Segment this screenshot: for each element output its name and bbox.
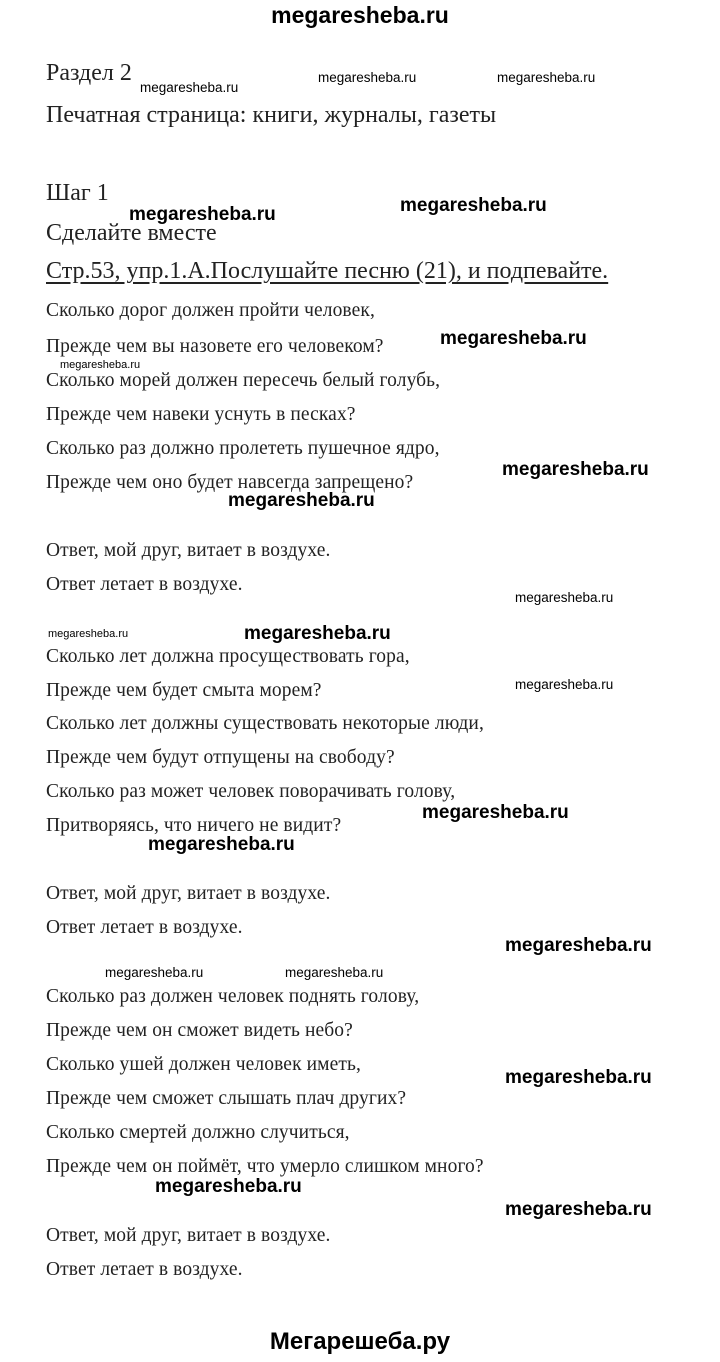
song-line: Сколько дорог должен пройти человек, [46, 300, 375, 321]
watermark: megaresheba.ru [515, 677, 614, 692]
song-line: Притворяясь, что ничего не видит? [46, 815, 342, 836]
watermark: megaresheba.ru [140, 80, 239, 95]
song-line: Сколько морей должен пересечь белый голубь, [46, 370, 441, 391]
song-line: Прежде чем он поймёт, что умерло слишком много? [46, 1156, 484, 1177]
watermark: megaresheba.ru [422, 802, 569, 823]
song-line: Сколько раз может человек поворачивать голову, [46, 781, 456, 802]
step-label: Шаг 1 [46, 180, 109, 206]
chorus-line: Ответ летает в воздухе. [46, 574, 243, 595]
section-label: Раздел 2 [46, 60, 132, 86]
song-line: Сколько раз должен человек поднять голову, [46, 986, 420, 1007]
watermark: megaresheba.ru [318, 70, 417, 85]
song-line: Сколько лет должны существовать некоторые люди, [46, 713, 484, 734]
watermark: megaresheba.ru [505, 1199, 652, 1220]
watermark: megaresheba.ru [400, 195, 547, 216]
watermark: megaresheba.ru [515, 590, 614, 605]
song-line: Сколько ушей должен человек иметь, [46, 1054, 361, 1075]
watermark: megaresheba.ru [48, 628, 129, 640]
watermark: megaresheba.ru [244, 623, 391, 644]
watermark: megaresheba.ru [60, 359, 141, 371]
watermark: megaresheba.ru [497, 70, 596, 85]
song-line: Сколько раз должно пролететь пушечное ядро, [46, 438, 440, 459]
song-line: Сколько смертей должно случиться, [46, 1122, 350, 1143]
song-line: Прежде чем будут отпущены на свободу? [46, 747, 395, 768]
watermark: megaresheba.ru [440, 328, 587, 349]
step-subtitle: Сделайте вместе [46, 220, 217, 246]
section-title: Печатная страница: книги, журналы, газеты [46, 102, 497, 128]
watermark: megaresheba.ru [285, 965, 384, 980]
song-line: Прежде чем вы назовете его человеком? [46, 336, 384, 357]
watermark: megaresheba.ru [502, 459, 649, 480]
watermark: megaresheba.ru [155, 1176, 302, 1197]
song-line: Прежде чем будет смыта морем? [46, 680, 322, 701]
chorus-line: Ответ, мой друг, витает в воздухе. [46, 540, 331, 561]
site-header-watermark: megaresheba.ru [271, 2, 449, 28]
watermark: megaresheba.ru [505, 935, 652, 956]
watermark: megaresheba.ru [105, 965, 204, 980]
watermark: megaresheba.ru [148, 834, 295, 855]
chorus-line: Ответ летает в воздухе. [46, 917, 243, 938]
song-line: Прежде чем оно будет навсегда запрещено? [46, 472, 414, 493]
watermark: megaresheba.ru [129, 204, 276, 225]
song-line: Сколько лет должна просуществовать гора, [46, 646, 410, 667]
chorus-line: Ответ летает в воздухе. [46, 1259, 243, 1280]
song-line: Прежде чем навеки уснуть в песках? [46, 404, 356, 425]
watermark: megaresheba.ru [505, 1067, 652, 1088]
song-line: Прежде чем сможет слышать плач других? [46, 1088, 407, 1109]
chorus-line: Ответ, мой друг, витает в воздухе. [46, 883, 331, 904]
exercise-instruction: Стр.53, упр.1.А.Послушайте песню (21), и подпевайте. [46, 258, 609, 284]
chorus-line: Ответ, мой друг, витает в воздухе. [46, 1225, 331, 1246]
site-footer-watermark: Мегарешеба.ру [269, 1328, 451, 1355]
song-line: Прежде чем он сможет видеть небо? [46, 1020, 353, 1041]
watermark: megaresheba.ru [228, 490, 375, 511]
